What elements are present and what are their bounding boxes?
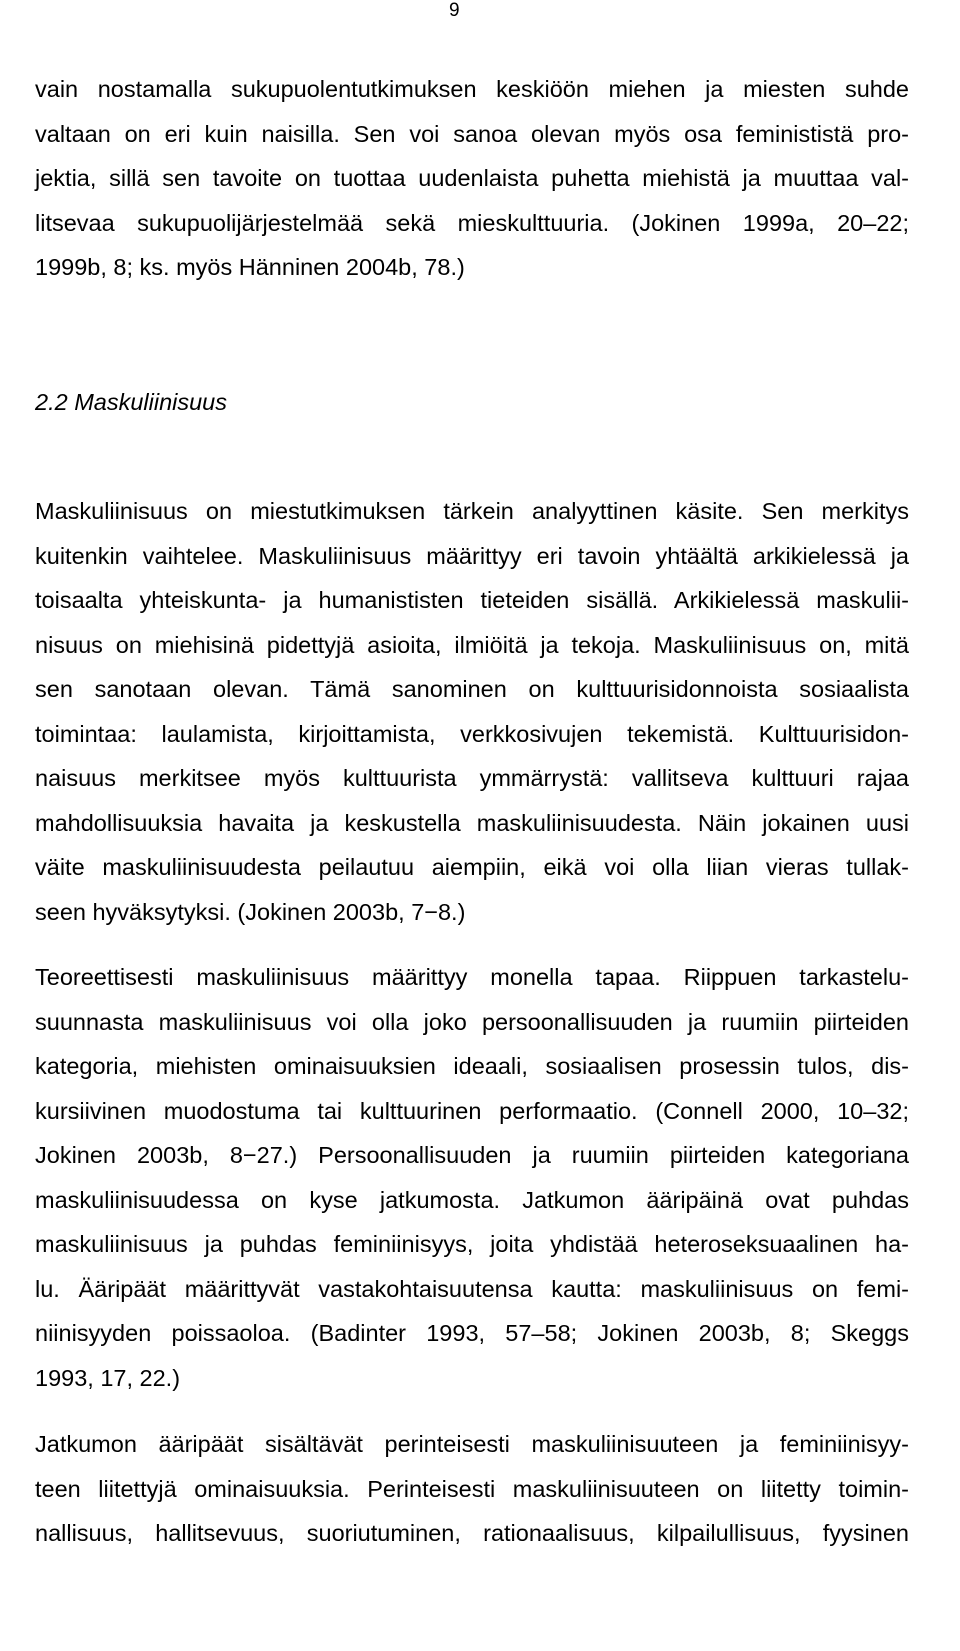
text-line: maskuliinisuus ja puhdas feminiinisyys, joita yhdistää heteroseksuaalinen ha- — [35, 1231, 909, 1257]
text-line: 1993, 17, 22.) — [35, 1365, 181, 1391]
text-line: kursiivinen muodostuma tai kulttuurinen performaatio. (Connell 2000, 10–32; — [35, 1098, 909, 1124]
text-line: mahdollisuuksia havaita ja keskustella maskuliinisuudesta. Näin jokainen uusi — [35, 810, 909, 836]
text-line: Jatkumon ääripäät sisältävät perinteisesti maskuliinisuuteen ja feminiinisyy- — [35, 1431, 909, 1457]
section-heading: 2.2 Maskuliinisuus — [35, 389, 228, 415]
text-line: Jokinen 2003b, 8−27.) Persoonallisuuden ja ruumiin piirteiden kategoriana — [35, 1142, 909, 1168]
text-line: jektia, sillä sen tavoite on tuottaa uudenlaista puhetta miehistä ja muuttaa val- — [35, 165, 909, 191]
text-line: naisuus merkitsee myös kulttuurista ymmärrystä: vallitseva kulttuuri rajaa — [35, 765, 909, 791]
text-line: nallisuus, hallitsevuus, suoriutuminen, rationaalisuus, kilpailullisuus, fyysinen — [35, 1520, 909, 1546]
text-line: niinisyyden poissaoloa. (Badinter 1993, 57–58; Jokinen 2003b, 8; Skeggs — [35, 1320, 909, 1346]
text-line: sen sanotaan olevan. Tämä sanominen on kulttuurisidonnoista sosiaalista — [35, 676, 909, 702]
text-line: maskuliinisuudessa on kyse jatkumosta. Jatkumon ääripäinä ovat puhdas — [35, 1187, 909, 1213]
text-line: nisuus on miehisinä pidettyjä asioita, ilmiöitä ja tekoja. Maskuliinisuus on, mitä — [35, 632, 909, 658]
text-line: seen hyväksytyksi. (Jokinen 2003b, 7−8.) — [35, 899, 466, 925]
page-number: 9 — [449, 0, 460, 21]
text-line: toisaalta yhteiskunta- ja humanististen tieteiden sisällä. Arkikielessä maskulii- — [35, 587, 909, 613]
text-line: Teoreettisesti maskuliinisuus määrittyy monella tapaa. Riippuen tarkastelu- — [35, 964, 909, 990]
text-line: lu. Ääripäät määrittyvät vastakohtaisuutensa kautta: maskuliinisuus on femi- — [35, 1276, 909, 1302]
text-line: suunnasta maskuliinisuus voi olla joko persoonallisuuden ja ruumiin piirteiden — [35, 1009, 909, 1035]
text-line: Maskuliinisuus on miestutkimuksen tärkein analyyttinen käsite. Sen merkitys — [35, 498, 909, 524]
text-line: väite maskuliinisuudesta peilautuu aiempiin, eikä voi olla liian vieras tullak- — [35, 854, 909, 880]
text-line: kuitenkin vaihtelee. Maskuliinisuus määrittyy eri tavoin yhtäältä arkikielessä ja — [35, 543, 909, 569]
text-line: toimintaa: laulamista, kirjoittamista, verkkosivujen tekemistä. Kulttuurisidon- — [35, 721, 909, 747]
text-line: teen liitettyjä ominaisuuksia. Perinteisesti maskuliinisuuteen on liitetty toimin- — [35, 1476, 909, 1502]
text-line: kategoria, miehisten ominaisuuksien ideaali, sosiaalisen prosessin tulos, dis- — [35, 1053, 909, 1079]
text-line: 1999b, 8; ks. myös Hänninen 2004b, 78.) — [35, 254, 465, 280]
text-line: litsevaa sukupuolijärjestelmää sekä mieskulttuuria. (Jokinen 1999a, 20–22; — [35, 210, 909, 236]
text-line: vain nostamalla sukupuolentutkimuksen keskiöön miehen ja miesten suhde — [35, 76, 909, 102]
text-line: valtaan on eri kuin naisilla. Sen voi sanoa olevan myös osa feminististä pro- — [35, 121, 909, 147]
